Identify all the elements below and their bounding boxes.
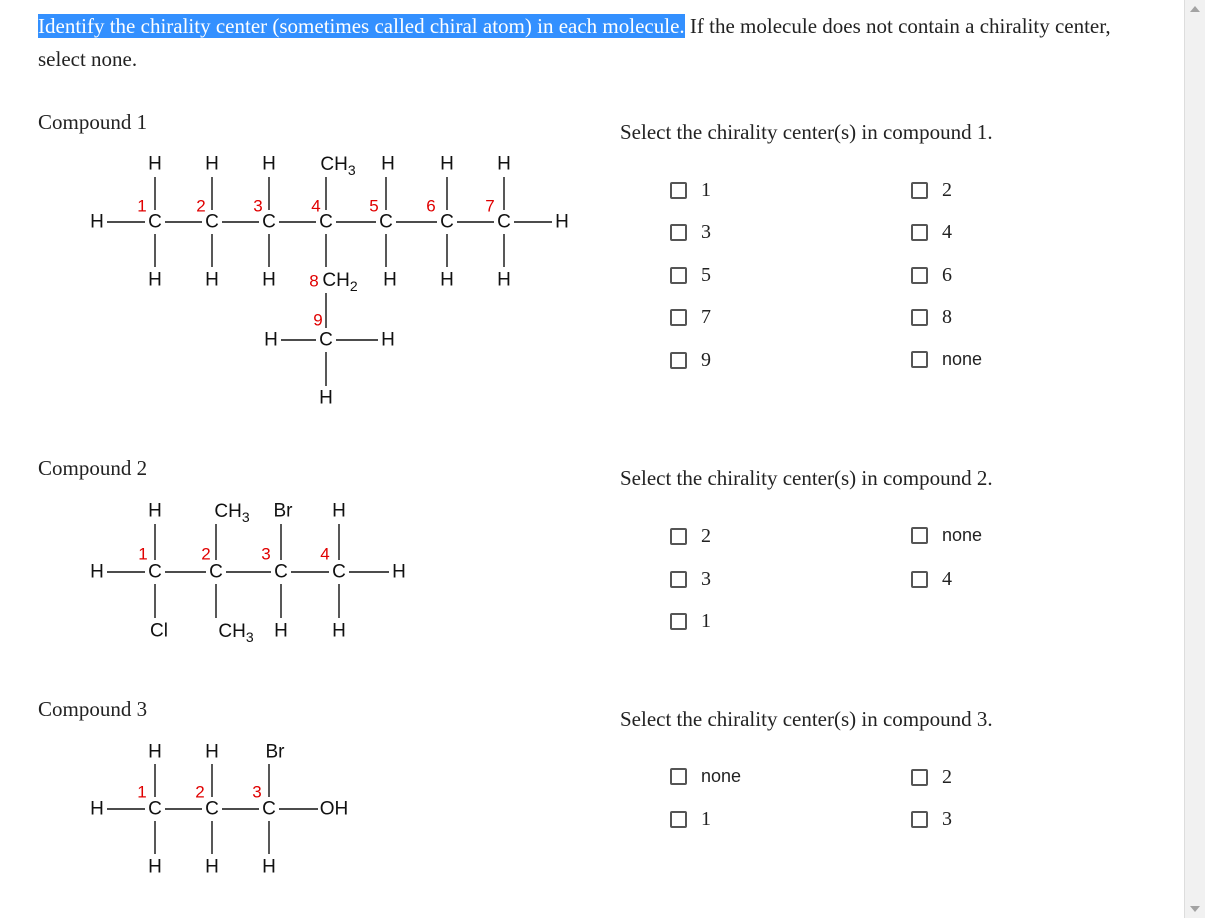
svg-text:H: H <box>148 741 162 763</box>
vertical-scrollbar[interactable] <box>1184 0 1205 918</box>
compound-3-option-2[interactable]: 2 <box>911 766 952 789</box>
compound-1-option-9[interactable]: 9 <box>670 349 711 372</box>
compound-1-option-8[interactable]: 8 <box>911 306 952 329</box>
checkbox[interactable] <box>911 309 928 326</box>
svg-text:H: H <box>332 620 346 642</box>
svg-text:2: 2 <box>201 544 211 564</box>
svg-text:H: H <box>262 269 276 291</box>
svg-text:C: C <box>205 211 219 233</box>
svg-text:1: 1 <box>138 544 148 564</box>
compound-1-option-7[interactable]: 7 <box>670 306 711 329</box>
svg-text:H: H <box>205 856 219 878</box>
svg-text:Br: Br <box>265 741 285 763</box>
svg-text:CH3: $CH_3$ <box>320 153 356 178</box>
checkbox[interactable] <box>911 351 928 368</box>
checkbox[interactable] <box>911 527 928 544</box>
compound-2-option-1[interactable]: 1 <box>670 610 711 633</box>
svg-text:C: C <box>148 798 162 820</box>
svg-text:C: C <box>262 211 276 233</box>
checkbox[interactable] <box>670 528 687 545</box>
svg-text:8: 8 <box>309 271 319 291</box>
scroll-thumb[interactable] <box>1188 20 1201 896</box>
compound-1-prompt: Select the chirality center(s) in compound 1. <box>620 120 993 144</box>
svg-text:H: H <box>148 269 162 291</box>
compound-3-prompt: Select the chirality center(s) in compound 3. <box>620 707 993 731</box>
compound-3-option-none[interactable]: none <box>670 766 741 787</box>
svg-text:H: H <box>440 269 454 291</box>
svg-text:H: H <box>497 269 511 291</box>
compound-3-structure <box>0 0 600 918</box>
compound-3-option-3[interactable]: 3 <box>911 808 952 831</box>
checkbox[interactable] <box>670 768 687 785</box>
svg-text:C: C <box>205 798 219 820</box>
svg-text:H: H <box>555 211 569 233</box>
checkbox[interactable] <box>670 571 687 588</box>
svg-text:H: H <box>383 269 397 291</box>
svg-text:9: 9 <box>313 310 323 330</box>
checkbox[interactable] <box>670 224 687 241</box>
compound-1-option-2[interactable]: 2 <box>911 179 952 202</box>
svg-text:C: C <box>319 329 333 351</box>
checkbox[interactable] <box>670 811 687 828</box>
svg-text:C: C <box>440 211 454 233</box>
scroll-up-arrow-icon[interactable] <box>1190 6 1200 12</box>
svg-text:C: C <box>262 798 276 820</box>
checkbox[interactable] <box>911 571 928 588</box>
compound-1-option-none[interactable]: none <box>911 349 982 370</box>
svg-text:H: H <box>319 387 333 409</box>
svg-text:H: H <box>148 153 162 175</box>
compound-2-option-2[interactable]: 2 <box>670 525 711 548</box>
svg-text:H: H <box>264 329 278 351</box>
svg-text:C: C <box>148 561 162 583</box>
checkbox[interactable] <box>911 182 928 199</box>
svg-text:H: H <box>274 620 288 642</box>
svg-text:4: 4 <box>311 196 321 216</box>
instruction-rest: If the molecule does not contain a chirality center, select none. <box>38 14 1111 71</box>
svg-text:H: H <box>262 153 276 175</box>
compound-3-option-1[interactable]: 1 <box>670 808 711 831</box>
svg-text:C: C <box>209 561 223 583</box>
svg-text:H: H <box>205 153 219 175</box>
compound-3-label: Compound 3 <box>38 697 148 721</box>
compound-1-label: Compound 1 <box>38 110 148 134</box>
checkbox[interactable] <box>670 309 687 326</box>
checkbox[interactable] <box>911 267 928 284</box>
svg-text:H: H <box>392 561 406 583</box>
svg-text:CH3: $CH_3$ <box>218 620 254 645</box>
svg-text:H: H <box>205 269 219 291</box>
svg-text:H: H <box>148 500 162 522</box>
svg-text:2: 2 <box>195 782 205 802</box>
compound-1-option-5[interactable]: 5 <box>670 264 711 287</box>
checkbox[interactable] <box>911 224 928 241</box>
svg-text:7: 7 <box>485 196 495 216</box>
svg-text:Br: Br <box>273 500 293 522</box>
compound-1-option-1[interactable]: 1 <box>670 179 711 202</box>
svg-text:CH3: $CH_3$ <box>214 500 250 525</box>
svg-text:H: H <box>381 153 395 175</box>
svg-text:Cl: Cl <box>150 620 168 642</box>
svg-text:H: H <box>90 561 104 583</box>
svg-text:H: H <box>90 211 104 233</box>
checkbox[interactable] <box>911 769 928 786</box>
compound-1-option-3[interactable]: 3 <box>670 221 711 244</box>
svg-text:5: 5 <box>369 196 379 216</box>
checkbox[interactable] <box>670 613 687 630</box>
svg-text:H: H <box>148 856 162 878</box>
svg-text:H: H <box>90 798 104 820</box>
svg-text:OH: OH <box>319 798 349 820</box>
compound-1-option-6[interactable]: 6 <box>911 264 952 287</box>
svg-text:H: H <box>332 500 346 522</box>
compound-2-label: Compound 2 <box>38 456 148 480</box>
svg-text:3: 3 <box>252 782 262 802</box>
compound-2-option-4[interactable]: 4 <box>911 568 952 591</box>
compound-2-option-3[interactable]: 3 <box>670 568 711 591</box>
svg-text:3: 3 <box>261 544 271 564</box>
svg-text:C: C <box>379 211 393 233</box>
checkbox[interactable] <box>670 352 687 369</box>
svg-text:4: 4 <box>320 544 330 564</box>
svg-text:6: 6 <box>426 196 436 216</box>
svg-text:1: 1 <box>137 196 147 216</box>
svg-text:H: H <box>440 153 454 175</box>
highlighted-instruction: Identify the chirality center (sometimes called chiral atom) in each molecule. <box>38 14 685 38</box>
compound-1-option-4[interactable]: 4 <box>911 221 952 244</box>
compound-2-option-none[interactable]: none <box>911 525 982 546</box>
svg-text:1: 1 <box>137 782 147 802</box>
checkbox[interactable] <box>911 811 928 828</box>
svg-text:C: C <box>332 561 346 583</box>
svg-text:2: 2 <box>196 196 206 216</box>
svg-text:C: C <box>319 211 333 233</box>
svg-text:C: C <box>148 211 162 233</box>
svg-text:H: H <box>497 153 511 175</box>
svg-text:H: H <box>381 329 395 351</box>
svg-text:C: C <box>497 211 511 233</box>
svg-text:H: H <box>262 856 276 878</box>
compound-2-prompt: Select the chirality center(s) in compound 2. <box>620 466 993 490</box>
svg-text:3: 3 <box>253 196 263 216</box>
checkbox[interactable] <box>670 267 687 284</box>
svg-text:C: C <box>274 561 288 583</box>
scroll-down-arrow-icon[interactable] <box>1190 906 1200 912</box>
checkbox[interactable] <box>670 182 687 199</box>
svg-text:CH2: $CH_2$ <box>322 269 358 294</box>
svg-text:H: H <box>205 741 219 763</box>
